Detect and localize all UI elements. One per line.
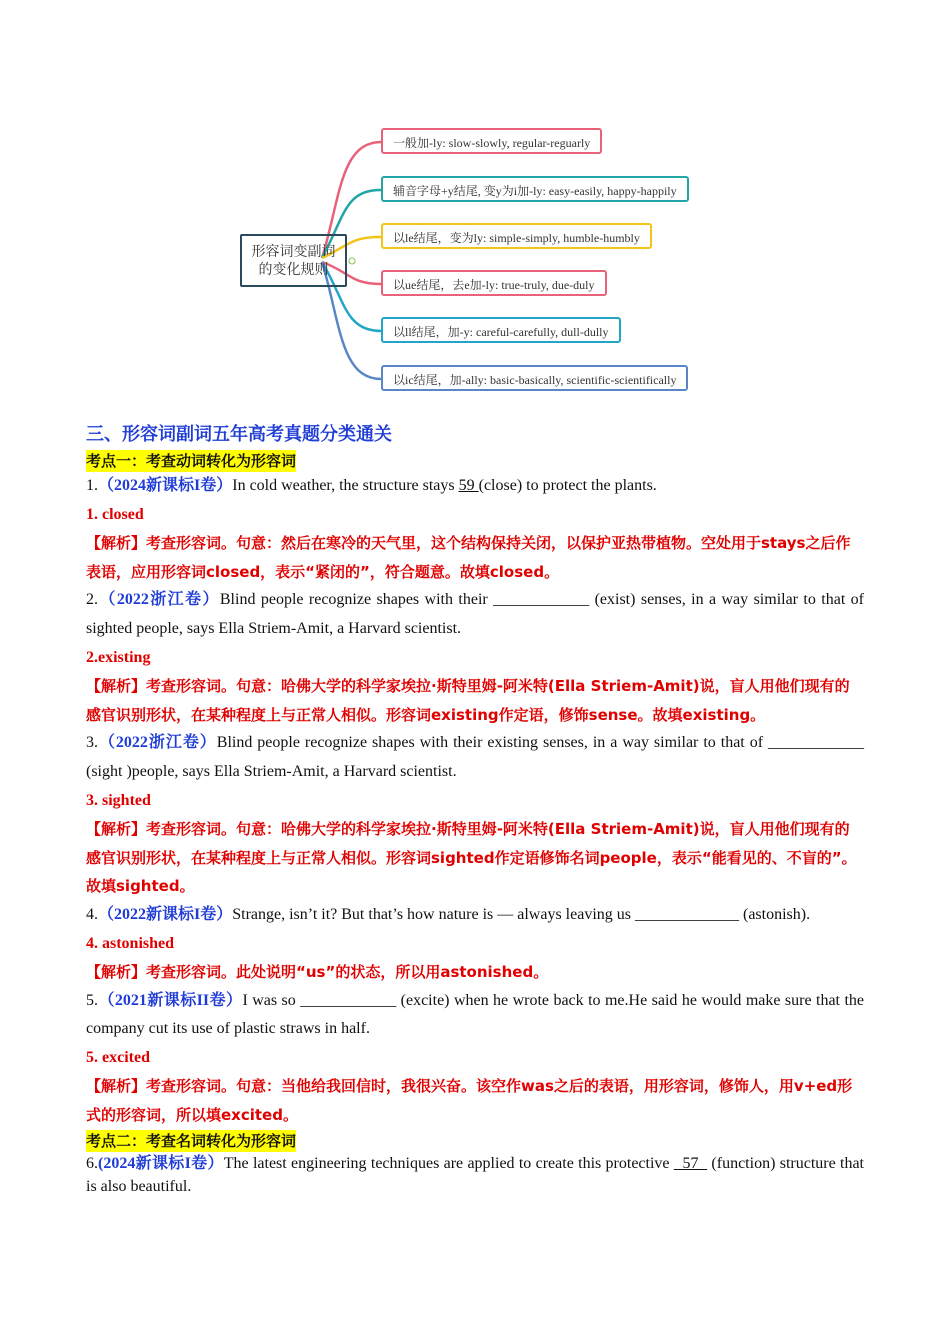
analysis-2: 【解析】考查形容词。句意：哈佛大学的科学家埃拉·斯特里姆-阿米特(Ella Striem-Amit)说，盲人用他们现有的感官识别形状，在某种程度上与正常人相似。形容词existing作定语，修饰sense。故填existing。 <box>86 677 850 724</box>
branch-3: 以le结尾，变为ly: simple-simply, humble-humbly <box>381 223 652 249</box>
mind-map-center-node <box>240 234 347 287</box>
blank: ____________ <box>493 591 590 609</box>
answer-3: 3. sighted <box>86 791 151 809</box>
blank: ____________ <box>768 734 864 752</box>
branch-6: 以ic结尾，加-ally: basic-basically, scientific-scientifically <box>381 365 688 391</box>
branch-5: 以ll结尾，加-y: careful-carefully, dull-dully <box>381 317 621 343</box>
branch-4: 以ue结尾，去e加-ly: true-truly, due-duly <box>381 270 607 296</box>
question-1: 1.（2024新课标I卷）In cold weather, the structure stays 59 (close) to protect the plants. <box>86 477 657 494</box>
answer-1: 1. closed <box>86 505 144 523</box>
section-title: 三、形容词副词五年高考真题分类通关 <box>86 424 392 445</box>
question-6: 6.(2024新课标I卷）The latest engineering techniques are applied to create this protective 57 (function) structure that is also beautiful. <box>86 1154 865 1195</box>
question-2: 2.（2022浙江卷）Blind people recognize shapes with their ____________ (exist) senses, in a way similar to that of sighted people, says Ella Striem-Amit, a Harvard scientist. <box>86 591 865 637</box>
blank: ____________ <box>300 991 397 1009</box>
analysis-5: 【解析】考查形容词。句意：当他给我回信时，我很兴奋。该空作was之后的表语，用形容词，修饰人，用v+ed形式的形容词，所以填excited。 <box>86 1077 853 1125</box>
blank: _____________ <box>635 905 739 923</box>
question-3: 3.（2022浙江卷）Blind people recognize shapes with their existing senses, in a way similar to that of ____________ (sight )people, says Ella Striem-Amit, a Harvard scientist. <box>86 734 864 780</box>
center-line-2: 的变化规则 <box>258 262 329 278</box>
branch-2: 辅音字母+y结尾, 变y为i加-ly: easy-easily, happy-happily <box>381 176 689 202</box>
collapse-toggle-icon <box>349 258 355 264</box>
analysis-3: 【解析】考查形容词。句意：哈佛大学的科学家埃拉·斯特里姆-阿米特(Ella Striem-Amit)说，盲人用他们现有的感官识别形状，在某种程度上与正常人相似。形容词sighted作定语修饰名词people，表示“能看见的、不盲的”。故填sighted。 <box>86 820 857 896</box>
question-4: 4.（2022新课标I卷）Strange, isn’t it? But that’s how nature is — always leaving us _____________ (astonish). <box>86 905 811 923</box>
kaodian-1-heading: 考点一：考查动词转化为形容词 <box>86 452 297 470</box>
kaodian-2-heading: 考点二：考查名词转化为形容词 <box>86 1131 297 1150</box>
blank: 59 <box>458 477 479 494</box>
mind-map-connectors <box>0 0 950 410</box>
answer-2: 2.existing <box>86 648 151 666</box>
analysis-1: 【解析】考查形容词。句意：然后在寒冷的天气里，这个结构保持关闭，以保护亚热带植物。空处用于stays之后作表语，应用形容词closed，表示“紧闭的”，符合题意。故填closed。 <box>86 534 851 581</box>
main-content <box>86 422 864 1198</box>
answer-5: 5. excited <box>86 1048 150 1066</box>
branch-1: 一般加-ly: slow-slowly, regular-reguarly <box>381 128 602 154</box>
analysis-4: 【解析】考查形容词。此处说明“us”的状态，所以用astonished。 <box>86 963 549 982</box>
blank: 57 <box>673 1154 708 1172</box>
question-5: 5.（2021新课标II卷）I was so ____________ (excite) when he wrote back to me.He said he would make sure that the company cut its use of plastic straws in half. <box>86 991 864 1038</box>
mind-map <box>0 0 950 410</box>
center-line-1: 形容词变副词 <box>251 244 336 260</box>
answer-4: 4. astonished <box>86 934 175 952</box>
